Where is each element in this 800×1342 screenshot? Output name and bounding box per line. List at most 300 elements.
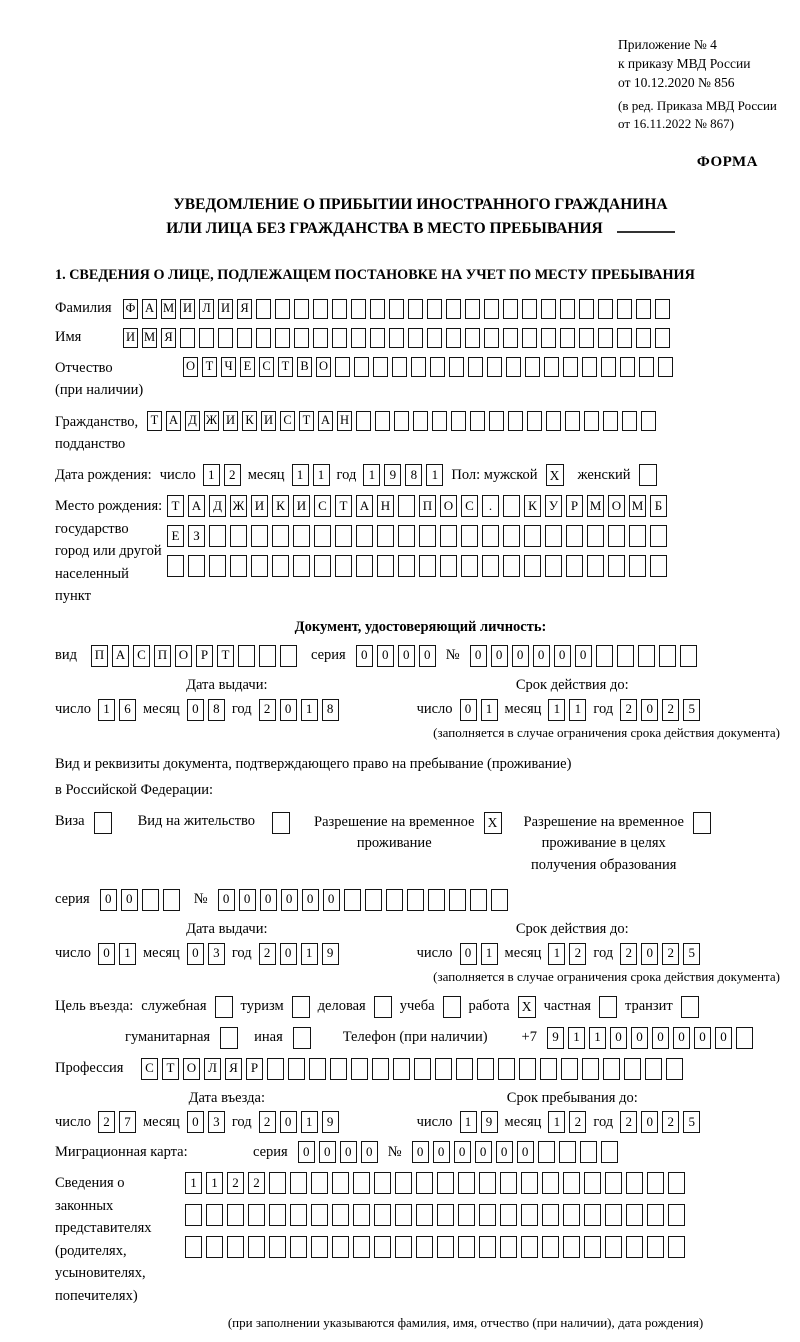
char-cell[interactable]: 1 bbox=[460, 1111, 477, 1133]
char-cell[interactable]: 0 bbox=[377, 645, 394, 667]
char-cell[interactable] bbox=[275, 328, 290, 348]
char-cell[interactable]: О bbox=[183, 1058, 200, 1080]
char-cell[interactable]: И bbox=[218, 299, 233, 319]
char-cell[interactable] bbox=[500, 1236, 517, 1258]
char-cell[interactable] bbox=[482, 555, 499, 577]
char-cell[interactable] bbox=[272, 525, 289, 547]
char-cell[interactable] bbox=[582, 1058, 599, 1080]
char-cell[interactable] bbox=[584, 411, 599, 431]
char-cell[interactable] bbox=[524, 525, 541, 547]
char-cell[interactable] bbox=[461, 525, 478, 547]
char-cell[interactable]: Ф bbox=[123, 299, 138, 319]
char-cell[interactable]: 0 bbox=[491, 645, 508, 667]
char-cell[interactable] bbox=[605, 1236, 622, 1258]
char-cell[interactable] bbox=[332, 1236, 349, 1258]
char-cell[interactable] bbox=[638, 645, 655, 667]
char-cell[interactable] bbox=[446, 299, 461, 319]
char-cell[interactable]: 0 bbox=[323, 889, 340, 911]
char-cell[interactable] bbox=[465, 328, 480, 348]
char-cell[interactable]: 0 bbox=[100, 889, 117, 911]
char-cell[interactable] bbox=[617, 328, 632, 348]
char-cell[interactable] bbox=[561, 1058, 578, 1080]
char-cell[interactable]: 0 bbox=[419, 645, 436, 667]
char-cell[interactable] bbox=[584, 1236, 601, 1258]
char-cell[interactable] bbox=[353, 1172, 370, 1194]
char-cell[interactable]: Р bbox=[566, 495, 583, 517]
char-cell[interactable]: С bbox=[461, 495, 478, 517]
char-cell[interactable]: 0 bbox=[631, 1027, 648, 1049]
char-cell[interactable] bbox=[620, 357, 635, 377]
char-cell[interactable] bbox=[563, 1204, 580, 1226]
char-cell[interactable]: 1 bbox=[119, 943, 136, 965]
char-cell[interactable] bbox=[437, 1172, 454, 1194]
char-cell[interactable]: 1 bbox=[185, 1172, 202, 1194]
char-cell[interactable] bbox=[645, 1058, 662, 1080]
char-cell[interactable]: Е bbox=[167, 525, 184, 547]
char-cell[interactable]: 2 bbox=[620, 943, 637, 965]
char-cell[interactable]: 2 bbox=[662, 1111, 679, 1133]
char-cell[interactable] bbox=[372, 1058, 389, 1080]
char-cell[interactable]: 0 bbox=[280, 699, 297, 721]
char-cell[interactable] bbox=[527, 411, 542, 431]
char-cell[interactable] bbox=[489, 411, 504, 431]
char-cell[interactable] bbox=[389, 328, 404, 348]
char-cell[interactable] bbox=[666, 1058, 683, 1080]
char-cell[interactable] bbox=[560, 328, 575, 348]
char-cell[interactable] bbox=[435, 1058, 452, 1080]
char-cell[interactable] bbox=[545, 555, 562, 577]
char-cell[interactable] bbox=[626, 1236, 643, 1258]
char-cell[interactable]: 0 bbox=[412, 1141, 429, 1163]
char-cell[interactable] bbox=[608, 555, 625, 577]
char-cell[interactable] bbox=[206, 1236, 223, 1258]
char-cell[interactable] bbox=[647, 1172, 664, 1194]
char-cell[interactable] bbox=[521, 1172, 538, 1194]
char-cell[interactable] bbox=[456, 1058, 473, 1080]
char-cell[interactable] bbox=[419, 525, 436, 547]
char-cell[interactable] bbox=[605, 1172, 622, 1194]
char-cell[interactable] bbox=[370, 328, 385, 348]
char-cell[interactable]: Ж bbox=[204, 411, 219, 431]
char-cell[interactable] bbox=[626, 1204, 643, 1226]
char-cell[interactable] bbox=[167, 555, 184, 577]
char-cell[interactable] bbox=[377, 525, 394, 547]
char-cell[interactable] bbox=[288, 1058, 305, 1080]
char-cell[interactable] bbox=[522, 328, 537, 348]
char-cell[interactable] bbox=[313, 328, 328, 348]
char-cell[interactable]: С bbox=[259, 357, 274, 377]
char-cell[interactable] bbox=[416, 1236, 433, 1258]
char-cell[interactable]: 2 bbox=[98, 1111, 115, 1133]
char-cell[interactable] bbox=[601, 1141, 618, 1163]
char-cell[interactable] bbox=[354, 357, 369, 377]
char-cell[interactable]: Я bbox=[237, 299, 252, 319]
char-cell[interactable] bbox=[351, 328, 366, 348]
char-cell[interactable] bbox=[437, 1204, 454, 1226]
char-cell[interactable]: К bbox=[242, 411, 257, 431]
char-cell[interactable]: 0 bbox=[694, 1027, 711, 1049]
char-cell[interactable] bbox=[500, 1204, 517, 1226]
char-cell[interactable] bbox=[525, 357, 540, 377]
purpose-other-checkbox[interactable] bbox=[293, 1027, 311, 1049]
char-cell[interactable]: 0 bbox=[652, 1027, 669, 1049]
char-cell[interactable]: 0 bbox=[361, 1141, 378, 1163]
char-cell[interactable] bbox=[658, 357, 673, 377]
char-cell[interactable] bbox=[579, 299, 594, 319]
char-cell[interactable] bbox=[659, 645, 676, 667]
char-cell[interactable] bbox=[617, 645, 634, 667]
char-cell[interactable] bbox=[605, 1204, 622, 1226]
char-cell[interactable] bbox=[560, 299, 575, 319]
char-cell[interactable]: Н bbox=[337, 411, 352, 431]
char-cell[interactable] bbox=[392, 357, 407, 377]
char-cell[interactable] bbox=[269, 1204, 286, 1226]
char-cell[interactable] bbox=[647, 1204, 664, 1226]
char-cell[interactable]: М bbox=[587, 495, 604, 517]
sex-female-checkbox[interactable] bbox=[639, 464, 657, 486]
char-cell[interactable] bbox=[647, 1236, 664, 1258]
purpose-tourism-checkbox[interactable] bbox=[292, 996, 310, 1018]
char-cell[interactable] bbox=[477, 1058, 494, 1080]
char-cell[interactable] bbox=[375, 411, 390, 431]
char-cell[interactable] bbox=[332, 1204, 349, 1226]
char-cell[interactable]: 0 bbox=[673, 1027, 690, 1049]
char-cell[interactable] bbox=[546, 411, 561, 431]
char-cell[interactable]: 0 bbox=[533, 645, 550, 667]
temp-permit-checkbox[interactable]: X bbox=[484, 812, 502, 834]
char-cell[interactable] bbox=[629, 525, 646, 547]
char-cell[interactable] bbox=[267, 1058, 284, 1080]
char-cell[interactable]: 2 bbox=[259, 699, 276, 721]
char-cell[interactable] bbox=[465, 299, 480, 319]
char-cell[interactable] bbox=[209, 525, 226, 547]
char-cell[interactable] bbox=[330, 1058, 347, 1080]
char-cell[interactable] bbox=[498, 1058, 515, 1080]
char-cell[interactable]: О bbox=[183, 357, 198, 377]
char-cell[interactable]: 9 bbox=[322, 943, 339, 965]
char-cell[interactable] bbox=[468, 357, 483, 377]
char-cell[interactable]: 8 bbox=[208, 699, 225, 721]
char-cell[interactable] bbox=[608, 525, 625, 547]
char-cell[interactable] bbox=[142, 889, 159, 911]
char-cell[interactable]: Я bbox=[225, 1058, 242, 1080]
char-cell[interactable] bbox=[544, 357, 559, 377]
char-cell[interactable]: А bbox=[142, 299, 157, 319]
char-cell[interactable] bbox=[332, 1172, 349, 1194]
char-cell[interactable] bbox=[641, 411, 656, 431]
char-cell[interactable] bbox=[419, 555, 436, 577]
char-cell[interactable] bbox=[598, 299, 613, 319]
char-cell[interactable] bbox=[655, 299, 670, 319]
char-cell[interactable]: 0 bbox=[715, 1027, 732, 1049]
char-cell[interactable]: Т bbox=[335, 495, 352, 517]
char-cell[interactable] bbox=[503, 555, 520, 577]
char-cell[interactable] bbox=[668, 1236, 685, 1258]
char-cell[interactable]: А bbox=[188, 495, 205, 517]
char-cell[interactable]: 0 bbox=[460, 699, 477, 721]
char-cell[interactable]: 0 bbox=[575, 645, 592, 667]
sex-male-checkbox[interactable]: X bbox=[546, 464, 564, 486]
char-cell[interactable] bbox=[290, 1172, 307, 1194]
char-cell[interactable] bbox=[411, 357, 426, 377]
char-cell[interactable] bbox=[522, 299, 537, 319]
char-cell[interactable]: И bbox=[180, 299, 195, 319]
char-cell[interactable] bbox=[398, 495, 415, 517]
char-cell[interactable] bbox=[335, 357, 350, 377]
char-cell[interactable]: К bbox=[272, 495, 289, 517]
char-cell[interactable] bbox=[427, 328, 442, 348]
char-cell[interactable] bbox=[311, 1236, 328, 1258]
char-cell[interactable] bbox=[603, 411, 618, 431]
char-cell[interactable] bbox=[377, 555, 394, 577]
char-cell[interactable] bbox=[596, 645, 613, 667]
char-cell[interactable] bbox=[451, 411, 466, 431]
char-cell[interactable]: 0 bbox=[280, 1111, 297, 1133]
char-cell[interactable]: Т bbox=[162, 1058, 179, 1080]
char-cell[interactable] bbox=[587, 555, 604, 577]
char-cell[interactable] bbox=[227, 1236, 244, 1258]
char-cell[interactable]: 0 bbox=[475, 1141, 492, 1163]
char-cell[interactable]: 0 bbox=[187, 1111, 204, 1133]
char-cell[interactable] bbox=[230, 555, 247, 577]
char-cell[interactable] bbox=[351, 299, 366, 319]
char-cell[interactable] bbox=[541, 328, 556, 348]
char-cell[interactable]: 1 bbox=[203, 464, 220, 486]
char-cell[interactable] bbox=[185, 1236, 202, 1258]
char-cell[interactable] bbox=[484, 299, 499, 319]
char-cell[interactable]: 0 bbox=[517, 1141, 534, 1163]
char-cell[interactable] bbox=[601, 357, 616, 377]
char-cell[interactable]: 0 bbox=[98, 943, 115, 965]
char-cell[interactable]: И bbox=[261, 411, 276, 431]
purpose-work-checkbox[interactable]: X bbox=[518, 996, 536, 1018]
char-cell[interactable] bbox=[256, 328, 271, 348]
char-cell[interactable]: Т bbox=[278, 357, 293, 377]
char-cell[interactable] bbox=[579, 328, 594, 348]
char-cell[interactable]: 9 bbox=[481, 1111, 498, 1133]
char-cell[interactable]: О bbox=[608, 495, 625, 517]
char-cell[interactable]: О bbox=[440, 495, 457, 517]
char-cell[interactable] bbox=[413, 411, 428, 431]
char-cell[interactable] bbox=[251, 525, 268, 547]
purpose-transit-checkbox[interactable] bbox=[681, 996, 699, 1018]
char-cell[interactable] bbox=[356, 555, 373, 577]
char-cell[interactable]: 1 bbox=[548, 1111, 565, 1133]
char-cell[interactable] bbox=[294, 328, 309, 348]
char-cell[interactable] bbox=[458, 1172, 475, 1194]
char-cell[interactable]: Я bbox=[161, 328, 176, 348]
char-cell[interactable] bbox=[432, 411, 447, 431]
char-cell[interactable] bbox=[503, 299, 518, 319]
char-cell[interactable] bbox=[491, 889, 508, 911]
char-cell[interactable] bbox=[470, 889, 487, 911]
char-cell[interactable] bbox=[314, 525, 331, 547]
char-cell[interactable]: Р bbox=[246, 1058, 263, 1080]
char-cell[interactable]: В bbox=[297, 357, 312, 377]
char-cell[interactable] bbox=[393, 1058, 410, 1080]
char-cell[interactable]: 0 bbox=[319, 1141, 336, 1163]
char-cell[interactable]: 2 bbox=[569, 1111, 586, 1133]
residence-permit-checkbox[interactable] bbox=[272, 812, 290, 834]
char-cell[interactable] bbox=[373, 357, 388, 377]
char-cell[interactable] bbox=[407, 889, 424, 911]
purpose-study-checkbox[interactable] bbox=[443, 996, 461, 1018]
char-cell[interactable]: 2 bbox=[259, 1111, 276, 1133]
char-cell[interactable]: 1 bbox=[313, 464, 330, 486]
char-cell[interactable]: 2 bbox=[569, 943, 586, 965]
char-cell[interactable]: 2 bbox=[227, 1172, 244, 1194]
char-cell[interactable]: 0 bbox=[218, 889, 235, 911]
char-cell[interactable] bbox=[542, 1236, 559, 1258]
char-cell[interactable]: У bbox=[545, 495, 562, 517]
char-cell[interactable]: А bbox=[112, 645, 129, 667]
char-cell[interactable]: К bbox=[524, 495, 541, 517]
char-cell[interactable] bbox=[736, 1027, 753, 1049]
char-cell[interactable]: М bbox=[142, 328, 157, 348]
char-cell[interactable] bbox=[582, 357, 597, 377]
char-cell[interactable] bbox=[650, 525, 667, 547]
char-cell[interactable] bbox=[479, 1172, 496, 1194]
char-cell[interactable] bbox=[566, 525, 583, 547]
char-cell[interactable]: 0 bbox=[356, 645, 373, 667]
char-cell[interactable] bbox=[237, 328, 252, 348]
char-cell[interactable] bbox=[500, 1172, 517, 1194]
char-cell[interactable] bbox=[416, 1172, 433, 1194]
char-cell[interactable]: З bbox=[188, 525, 205, 547]
char-cell[interactable]: 6 bbox=[119, 699, 136, 721]
char-cell[interactable] bbox=[332, 328, 347, 348]
char-cell[interactable]: 1 bbox=[301, 943, 318, 965]
char-cell[interactable]: 1 bbox=[98, 699, 115, 721]
char-cell[interactable] bbox=[199, 328, 214, 348]
char-cell[interactable]: 9 bbox=[322, 1111, 339, 1133]
char-cell[interactable]: 0 bbox=[281, 889, 298, 911]
char-cell[interactable]: 7 bbox=[119, 1111, 136, 1133]
purpose-business-checkbox[interactable] bbox=[374, 996, 392, 1018]
char-cell[interactable]: 0 bbox=[496, 1141, 513, 1163]
char-cell[interactable] bbox=[351, 1058, 368, 1080]
char-cell[interactable] bbox=[374, 1204, 391, 1226]
char-cell[interactable] bbox=[259, 645, 276, 667]
char-cell[interactable] bbox=[374, 1236, 391, 1258]
char-cell[interactable]: 0 bbox=[641, 699, 658, 721]
char-cell[interactable]: Т bbox=[167, 495, 184, 517]
char-cell[interactable] bbox=[639, 357, 654, 377]
char-cell[interactable]: 2 bbox=[620, 699, 637, 721]
char-cell[interactable] bbox=[563, 1172, 580, 1194]
char-cell[interactable]: Л bbox=[199, 299, 214, 319]
char-cell[interactable] bbox=[503, 525, 520, 547]
char-cell[interactable] bbox=[470, 411, 485, 431]
char-cell[interactable] bbox=[269, 1172, 286, 1194]
char-cell[interactable]: Б bbox=[650, 495, 667, 517]
char-cell[interactable] bbox=[256, 299, 271, 319]
char-cell[interactable]: 0 bbox=[610, 1027, 627, 1049]
char-cell[interactable]: 0 bbox=[641, 1111, 658, 1133]
char-cell[interactable] bbox=[626, 1172, 643, 1194]
char-cell[interactable] bbox=[180, 328, 195, 348]
char-cell[interactable] bbox=[335, 555, 352, 577]
char-cell[interactable]: 0 bbox=[187, 943, 204, 965]
char-cell[interactable]: Т bbox=[217, 645, 234, 667]
char-cell[interactable]: С bbox=[141, 1058, 158, 1080]
char-cell[interactable]: 0 bbox=[398, 645, 415, 667]
char-cell[interactable] bbox=[584, 1172, 601, 1194]
char-cell[interactable] bbox=[629, 555, 646, 577]
char-cell[interactable]: Ч bbox=[221, 357, 236, 377]
char-cell[interactable] bbox=[542, 1204, 559, 1226]
char-cell[interactable] bbox=[479, 1204, 496, 1226]
char-cell[interactable] bbox=[395, 1172, 412, 1194]
char-cell[interactable]: 1 bbox=[548, 943, 565, 965]
char-cell[interactable] bbox=[461, 555, 478, 577]
char-cell[interactable]: 0 bbox=[470, 645, 487, 667]
char-cell[interactable] bbox=[440, 555, 457, 577]
char-cell[interactable]: Ж bbox=[230, 495, 247, 517]
char-cell[interactable]: 2 bbox=[620, 1111, 637, 1133]
char-cell[interactable] bbox=[559, 1141, 576, 1163]
char-cell[interactable]: Д bbox=[185, 411, 200, 431]
char-cell[interactable] bbox=[566, 555, 583, 577]
char-cell[interactable] bbox=[449, 357, 464, 377]
char-cell[interactable] bbox=[446, 328, 461, 348]
char-cell[interactable]: Р bbox=[196, 645, 213, 667]
char-cell[interactable] bbox=[389, 299, 404, 319]
char-cell[interactable]: 0 bbox=[260, 889, 277, 911]
char-cell[interactable]: 3 bbox=[208, 1111, 225, 1133]
char-cell[interactable] bbox=[538, 1141, 555, 1163]
char-cell[interactable] bbox=[332, 299, 347, 319]
char-cell[interactable] bbox=[624, 1058, 641, 1080]
char-cell[interactable]: 9 bbox=[547, 1027, 564, 1049]
char-cell[interactable]: 0 bbox=[121, 889, 138, 911]
char-cell[interactable]: 0 bbox=[302, 889, 319, 911]
char-cell[interactable]: 2 bbox=[662, 699, 679, 721]
char-cell[interactable] bbox=[314, 555, 331, 577]
char-cell[interactable] bbox=[622, 411, 637, 431]
purpose-official-checkbox[interactable] bbox=[215, 996, 233, 1018]
char-cell[interactable] bbox=[563, 1236, 580, 1258]
char-cell[interactable] bbox=[185, 1204, 202, 1226]
char-cell[interactable] bbox=[209, 555, 226, 577]
char-cell[interactable]: А bbox=[166, 411, 181, 431]
char-cell[interactable] bbox=[430, 357, 445, 377]
char-cell[interactable]: 0 bbox=[460, 943, 477, 965]
char-cell[interactable]: Н bbox=[377, 495, 394, 517]
char-cell[interactable] bbox=[408, 299, 423, 319]
char-cell[interactable]: 1 bbox=[301, 699, 318, 721]
char-cell[interactable] bbox=[427, 299, 442, 319]
char-cell[interactable] bbox=[565, 411, 580, 431]
char-cell[interactable] bbox=[521, 1236, 538, 1258]
char-cell[interactable] bbox=[356, 525, 373, 547]
char-cell[interactable] bbox=[398, 525, 415, 547]
char-cell[interactable] bbox=[508, 411, 523, 431]
char-cell[interactable] bbox=[353, 1236, 370, 1258]
char-cell[interactable] bbox=[251, 555, 268, 577]
char-cell[interactable] bbox=[437, 1236, 454, 1258]
char-cell[interactable] bbox=[370, 299, 385, 319]
char-cell[interactable]: П bbox=[419, 495, 436, 517]
char-cell[interactable]: 2 bbox=[662, 943, 679, 965]
char-cell[interactable]: Т bbox=[202, 357, 217, 377]
char-cell[interactable]: И bbox=[123, 328, 138, 348]
char-cell[interactable]: 1 bbox=[569, 699, 586, 721]
char-cell[interactable]: 5 bbox=[683, 943, 700, 965]
char-cell[interactable]: 5 bbox=[683, 1111, 700, 1133]
char-cell[interactable]: 0 bbox=[187, 699, 204, 721]
char-cell[interactable] bbox=[374, 1172, 391, 1194]
